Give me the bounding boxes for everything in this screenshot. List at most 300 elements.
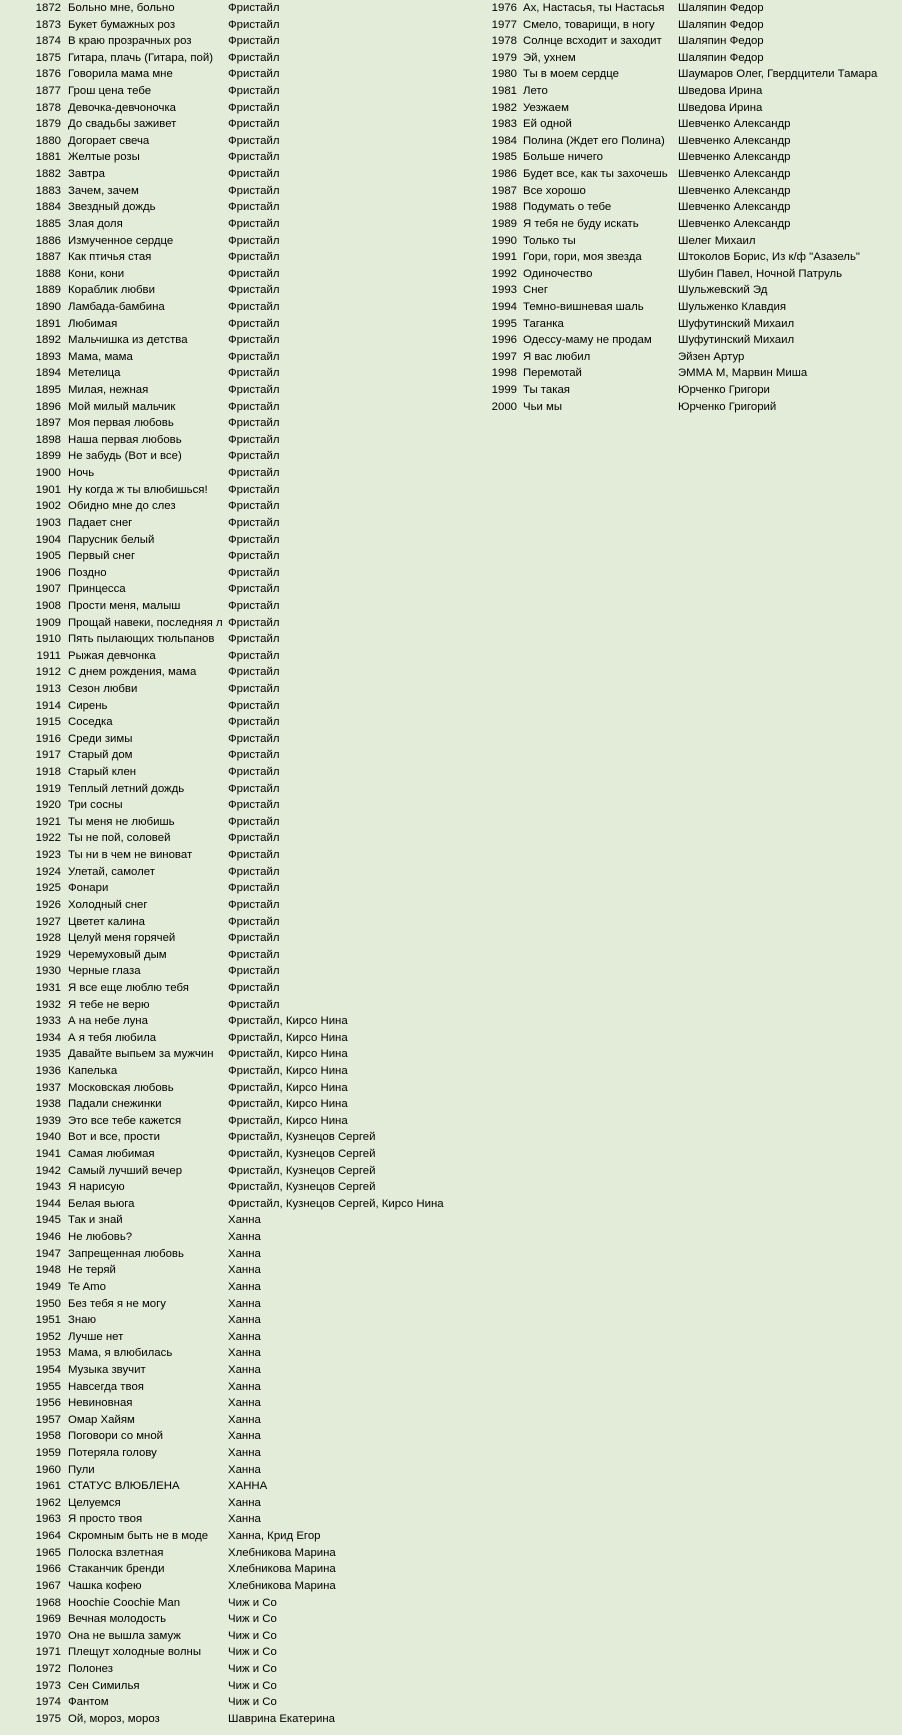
song-row [0,66,470,83]
song-title: Пять пылающих тюльпанов [68,633,215,646]
song-title: Первый снег [68,550,136,563]
song-artist: Фристайл [228,184,280,197]
song-artist: Фристайл [228,932,280,945]
song-number: 1889 [35,284,61,297]
song-artist: Ханна [228,1280,261,1293]
song-number: 1963 [35,1513,61,1526]
song-title: Падает снег [68,516,133,529]
song-row [0,664,470,681]
song-artist: Фристайл [228,85,280,98]
song-artist: Фристайл [228,500,280,513]
song-title: Ты в моем сердце [523,68,620,81]
song-artist: Фристайл, Кирсо Нина [228,1081,348,1094]
song-artist: Фристайл, Кузнецов Сергей [228,1164,376,1177]
song-number: 1951 [35,1314,61,1327]
song-number: 1966 [35,1563,61,1576]
song-title: Московская любовь [68,1081,174,1094]
song-row [0,532,470,549]
song-artist: Фристайл [228,35,280,48]
song-row [0,1578,470,1595]
song-number: 1974 [35,1696,61,1709]
song-number: 1941 [35,1148,61,1161]
song-row [455,233,900,250]
song-number: 1991 [491,251,517,264]
song-title: Ой, мороз, мороз [68,1712,160,1725]
song-title: До свадьбы заживет [68,118,177,131]
song-artist: Фристайл [228,417,280,430]
song-number: 1960 [35,1463,61,1476]
song-row [0,648,470,665]
song-row [0,1428,470,1445]
song-artist: Шаумаров Олег, Гвердцители Тамара [678,68,878,81]
song-number: 1976 [491,2,517,14]
song-row [0,1595,470,1612]
song-row [0,365,470,382]
song-title: Запрещенная любовь [68,1247,184,1260]
song-number: 1882 [35,168,61,181]
song-artist: Фристайл, Кирсо Нина [228,1065,348,1077]
song-artist: Чиж и Co [228,1596,277,1609]
song-title: Стаканчик бренди [68,1563,165,1576]
song-title: Перемотай [523,367,582,380]
song-row [0,432,470,449]
song-row [0,1113,470,1130]
song-artist: Фристайл, Кузнецов Сергей, Кирсо Нина [228,1197,444,1210]
song-artist: Фристайл [228,799,280,812]
song-row [0,382,470,399]
song-row [0,498,470,515]
song-title: Я просто твоя [68,1513,143,1526]
song-artist: Чиж и Co [228,1646,277,1659]
song-number: 1994 [491,300,517,313]
song-number: 1985 [491,151,517,164]
song-artist: Шаляпин Федор [678,18,764,31]
song-artist: Фристайл [228,732,280,745]
song-number: 1936 [35,1065,61,1077]
song-title: Смело, товарищи, в ногу [523,18,655,31]
song-artist: Юрченко Григорий [678,400,777,413]
song-artist: Фристайл [228,234,280,247]
song-title: Моя первая любовь [68,417,174,430]
song-row [0,1678,470,1695]
song-row [0,714,470,731]
song-artist: Шаляпин Федор [678,51,764,64]
song-title: Все хорошо [523,184,586,197]
song-artist: Фристайл, Кузнецов Сергей [228,1181,376,1194]
song-number: 1914 [35,699,61,712]
song-title: Фантом [68,1696,109,1709]
song-row [455,282,900,299]
song-row [0,83,470,100]
song-number: 1890 [35,300,61,313]
song-row [455,66,900,83]
song-number: 1885 [35,217,61,230]
song-artist: Фристайл [228,168,280,181]
song-number: 1990 [491,234,517,247]
song-title: Сирень [68,699,108,712]
song-artist: Фристайл [228,948,280,961]
song-title: А на небе луна [68,1015,148,1028]
song-row [0,33,470,50]
song-number: 1988 [491,201,517,214]
song-number: 1959 [35,1447,61,1460]
song-row [0,1179,470,1196]
song-row [0,1096,470,1113]
song-number: 1979 [491,51,517,64]
song-number: 1968 [35,1596,61,1609]
song-row [0,980,470,997]
song-number: 1945 [35,1214,61,1227]
song-number: 1912 [35,666,61,679]
song-row [0,781,470,798]
song-row [0,747,470,764]
song-row [0,1644,470,1661]
song-number: 1977 [491,18,517,31]
song-row [0,698,470,715]
song-title: Обидно мне до слез [68,500,176,513]
song-artist: Фристайл [228,699,280,712]
song-artist: Чиж и Co [228,1613,277,1626]
song-row [0,1146,470,1163]
song-number: 1899 [35,450,61,463]
song-number: 1964 [35,1530,61,1543]
song-artist: Ханна [228,1447,261,1460]
song-artist: Фристайл [228,649,280,662]
song-number: 1972 [35,1662,61,1675]
song-title: Солнце всходит и заходит [523,35,662,48]
song-artist: Фристайл [228,998,280,1011]
song-row [455,216,900,233]
song-number: 1886 [35,234,61,247]
song-row [0,631,470,648]
song-artist: Ханна [228,1231,261,1244]
song-artist: Фристайл [228,965,280,978]
song-number: 1962 [35,1496,61,1509]
song-row [455,100,900,117]
song-number: 1901 [35,483,61,496]
song-title: Цветет калина [68,915,145,928]
song-number: 1981 [491,85,517,98]
song-title: Hoochie Coochie Man [68,1596,181,1609]
song-artist: Хлебникова Марина [228,1546,336,1559]
song-title: Мой милый мальчик [68,400,176,413]
song-title: Черемуховый дым [68,948,167,961]
song-artist: Фристайл, Кузнецов Сергей [228,1148,376,1161]
song-number: 1946 [35,1231,61,1244]
song-row [0,880,470,897]
song-artist: Фристайл, Кирсо Нина [228,1114,348,1127]
song-title: Ты такая [523,384,570,397]
song-title: Будет все, как ты захочешь [523,168,668,181]
song-number: 1947 [35,1247,61,1260]
song-title: Милая, нежная [68,384,149,397]
song-artist: Фристайл [228,898,280,911]
song-title: Прощай навеки, последняя л [68,616,223,629]
song-number: 1944 [35,1197,61,1210]
song-row [455,399,900,416]
song-artist: Фристайл, Кузнецов Сергей [228,1131,376,1144]
song-row [0,332,470,349]
song-title: Только ты [523,234,576,247]
song-row [0,482,470,499]
song-artist: Ханна [228,1314,261,1327]
song-row [0,963,470,980]
song-number: 1911 [36,649,61,662]
song-title: Я нарисую [68,1181,125,1194]
song-title: Ты не пой, соловей [68,832,171,845]
song-title: Не любовь? [68,1231,133,1244]
song-number: 1876 [35,68,61,81]
song-row [0,17,470,34]
song-title: Ты меня не любишь [68,815,175,828]
song-number: 1965 [35,1546,61,1559]
song-title: Не теряй [68,1264,116,1277]
song-number: 1872 [35,2,61,14]
song-row [0,1445,470,1462]
song-title: Прости меня, малыш [68,599,181,612]
song-artist: Шубин Павел, Ночной Патруль [678,267,843,280]
song-row [0,581,470,598]
song-number: 1887 [35,251,61,264]
song-number: 1997 [491,350,517,363]
song-artist: Ханна [228,1513,261,1526]
song-artist: Фристайл [228,350,280,363]
song-title: Больно мне, больно [68,2,175,14]
song-row [0,814,470,831]
song-number: 1987 [491,184,517,197]
song-row [0,764,470,781]
song-artist: Фристайл [228,832,280,845]
song-row [0,1462,470,1479]
song-artist: Юрченко Григори [678,384,770,397]
song-number: 1942 [35,1164,61,1177]
song-title: Рыжая девчонка [68,649,156,662]
song-row [0,399,470,416]
song-number: 1921 [35,815,61,828]
song-artist: Шаврина Екатерина [228,1712,335,1725]
song-artist: ХАННА [228,1480,268,1493]
song-artist: Хлебникова Марина [228,1579,336,1592]
song-title: Звездный дождь [68,201,156,214]
song-number: 1938 [35,1098,61,1111]
song-number: 1881 [35,151,61,164]
song-title: Вечная молодость [68,1613,167,1626]
song-artist: Эйзен Артур [678,350,745,363]
song-number: 1902 [35,500,61,513]
song-row [0,1395,470,1412]
song-title: Парусник белый [68,533,155,546]
song-title: Это все тебе кажется [68,1114,182,1127]
song-title: Среди зимы [68,732,133,745]
song-title: Вот и все, прости [68,1131,160,1144]
song-title: Теплый летний дождь [68,782,185,795]
song-row [0,1312,470,1329]
song-number: 1937 [35,1081,61,1094]
song-artist: Ханна [228,1347,261,1360]
right-song-column [455,0,900,415]
song-artist: Фристайл [228,201,280,214]
song-row [455,83,900,100]
song-title: Поздно [68,566,107,579]
song-artist: Фристайл, Кирсо Нина [228,1015,348,1028]
song-row [0,100,470,117]
song-number: 1900 [35,467,61,480]
song-title: Ах, Настасья, ты Настасья [523,2,665,14]
song-title: Чьи мы [523,400,563,413]
song-row [0,914,470,931]
song-artist: Шевченко Александр [678,168,791,181]
song-title: Желтые розы [68,151,140,164]
song-artist: Шульженко Клавдия [678,300,787,313]
song-number: 1956 [35,1397,61,1410]
song-row [0,465,470,482]
song-artist: Фристайл [228,599,280,612]
song-title: Как птичья стая [68,251,152,264]
song-number: 1967 [35,1579,61,1592]
song-number: 1954 [35,1363,61,1376]
song-row [0,199,470,216]
song-row [455,183,900,200]
song-row [455,332,900,349]
song-title: Целуемся [68,1496,121,1509]
song-number: 1971 [35,1646,61,1659]
song-title: Я все еще люблю тебя [68,981,189,994]
song-title: Сезон любви [68,682,138,695]
song-number: 1880 [35,134,61,147]
song-artist: Чиж и Co [228,1629,277,1642]
song-row [0,1279,470,1296]
song-title: В краю прозрачных роз [68,35,192,48]
song-title: Лето [523,85,548,98]
song-artist: Шелег Михаил [678,234,756,247]
song-row [455,0,900,17]
song-number: 1891 [35,317,61,330]
song-number: 1905 [35,550,61,563]
song-row [0,448,470,465]
song-title: Полина (Ждет его Полина) [523,134,665,147]
song-artist: Ханна [228,1413,261,1426]
song-artist: Шульжевский Эд [678,284,768,297]
song-artist: Фристайл [228,882,280,895]
song-number: 1923 [35,849,61,862]
song-number: 1873 [35,18,61,31]
song-title: Говорила мама мне [68,68,173,81]
song-title: Фонари [68,882,109,895]
song-artist: Ханна [228,1397,261,1410]
song-row [0,1329,470,1346]
song-row [0,316,470,333]
song-row [0,1511,470,1528]
song-number: 1888 [35,267,61,280]
song-artist: Ханна [228,1363,261,1376]
song-row [0,1080,470,1097]
song-number: 1927 [35,915,61,928]
song-row [455,299,900,316]
song-title: Черные глаза [68,965,141,978]
song-artist: Шевченко Александр [678,201,791,214]
song-row [455,17,900,34]
song-number: 1906 [35,566,61,579]
song-number: 1926 [35,898,61,911]
song-row [0,897,470,914]
song-artist: Фристайл [228,101,280,114]
song-title: Гитара, плачь (Гитара, пой) [68,51,214,64]
song-number: 1910 [35,633,61,646]
song-number: 1989 [491,217,517,230]
song-number: 1978 [491,35,517,48]
song-title: Скромным быть не в моде [68,1530,209,1543]
song-row [0,1379,470,1396]
song-artist: Фристайл [228,865,280,878]
song-row [0,515,470,532]
song-row [0,1611,470,1628]
song-row [0,0,470,17]
song-number: 1993 [491,284,517,297]
song-number: 1943 [35,1181,61,1194]
song-artist: Фристайл [228,566,280,579]
song-title: Ламбада-бамбина [68,300,165,313]
song-number: 1916 [35,732,61,745]
song-artist: Фристайл [228,516,280,529]
song-title: Подумать о тебе [523,201,612,214]
song-number: 1884 [35,201,61,214]
song-artist: Ханна [228,1463,261,1476]
song-row [455,266,900,283]
song-artist: Фристайл [228,118,280,131]
song-number: 1950 [35,1297,61,1310]
song-artist: Шевченко Александр [678,151,791,164]
song-artist: Фристайл [228,384,280,397]
song-title: Метелица [68,367,121,380]
song-row [0,615,470,632]
song-row [0,216,470,233]
song-artist: Шевченко Александр [678,184,791,197]
song-title: Я вас любил [523,350,591,363]
song-title: Знаю [68,1314,97,1327]
song-number: 1898 [35,433,61,446]
song-title: Наша первая любовь [68,433,182,446]
song-number: 1957 [35,1413,61,1426]
song-number: 1952 [35,1330,61,1343]
song-row [455,349,900,366]
song-row [455,365,900,382]
song-row [0,266,470,283]
song-artist: Штоколов Борис, Из к/ф "Азазель" [678,251,860,264]
song-number: 1878 [35,101,61,114]
song-artist: Фристайл [228,251,280,264]
song-row [0,1412,470,1429]
song-number: 1894 [35,367,61,380]
song-artist: Ханна [228,1430,261,1443]
song-number: 1953 [35,1347,61,1360]
song-artist: Фристайл [228,317,280,330]
song-row [455,382,900,399]
song-artist: Фристайл [228,682,280,695]
song-number: 1955 [35,1380,61,1393]
song-number: 1922 [35,832,61,845]
song-row [0,166,470,183]
song-number: 1893 [35,350,61,363]
song-number: 1939 [35,1114,61,1127]
song-title: Грош цена тебе [68,85,152,98]
song-title: А я тебя любила [68,1031,157,1044]
song-row [0,50,470,67]
song-title: Падали снежинки [68,1098,162,1111]
song-artist: Фристайл [228,550,280,563]
song-artist: Фристайл [228,300,280,313]
song-artist: Фристайл [228,467,280,480]
song-title: Чашка кофею [68,1579,142,1592]
